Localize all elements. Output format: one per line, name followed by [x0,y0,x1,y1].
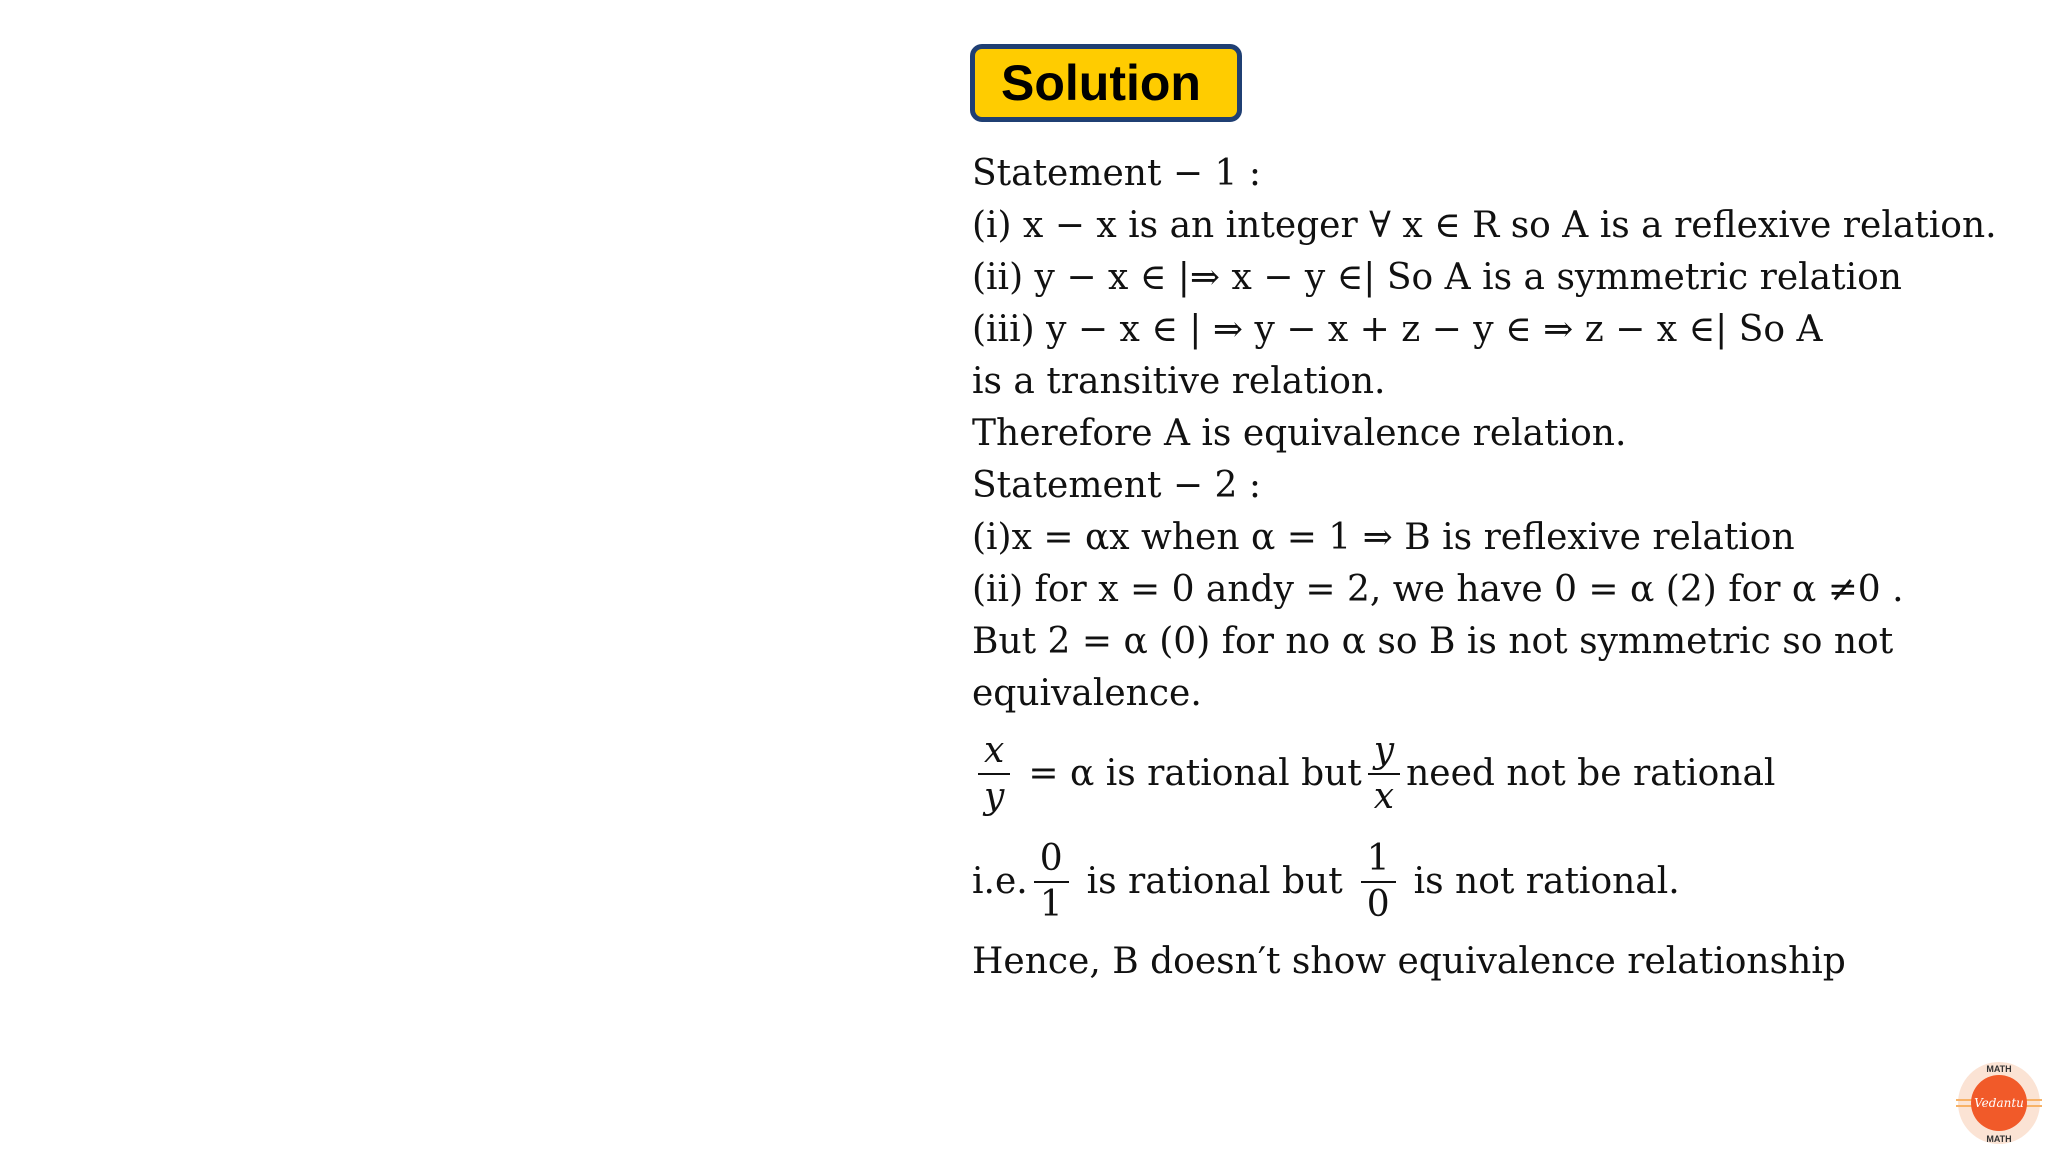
rational-line-end: need not be rational [1406,753,1776,794]
example-line [972,828,2032,936]
fraction-0-over-1 [1034,837,1069,927]
statement-1-reflexive: (i) x − x is an integer ∀ x ∈ R so A is a reflexive relation. [972,205,1997,246]
fraction-denominator: 0 [1366,884,1390,925]
vedantu-math-logo-icon [1956,1060,2042,1146]
fraction-y-over-x [1368,729,1400,819]
statement-2-heading: Statement − 2 : [972,465,1261,506]
fraction-numerator: 0 [1034,837,1069,883]
solution-content [972,148,2032,988]
fraction-numerator: 1 [1361,837,1396,883]
example-line-middle: is rational but [1086,861,1343,902]
fraction-denominator: y [984,776,1005,817]
fraction-1-over-0 [1361,837,1396,927]
solution-badge-label: Solution [1001,55,1201,111]
logo-bottom-text: MATH [1986,1134,2012,1144]
example-line-prefix: i.e. [972,861,1028,902]
statement-1-heading: Statement − 1 : [972,153,1261,194]
statement-2-reflexive: (i)x = αx when α = 1 ⇒ B is reflexive relation [972,517,1795,558]
fraction-numerator: x [978,729,1010,775]
statement-2-not-symmetric-cont: equivalence. [972,673,1202,714]
fraction-denominator: x [1373,776,1395,817]
fraction-denominator: 1 [1039,884,1063,925]
statement-1-conclusion: Therefore A is equivalence relation. [972,413,1627,454]
statement-2-not-symmetric: But 2 = α (0) for no α so B is not symmetric so not [972,621,1894,662]
fraction-numerator: y [1368,729,1400,775]
statement-2-counterexample: (ii) for x = 0 andy = 2, we have 0 = α (2) for α ≠0 . [972,569,1904,610]
rational-line-middle: = α is rational but [1028,753,1362,794]
fraction-x-over-y [978,729,1010,819]
logo-center-text: Vedantu [1974,1096,2024,1110]
final-conclusion: Hence, B doesn′t show equivalence relationship [972,941,1846,982]
statement-1-transitive-cont: is a transitive relation. [972,361,1386,402]
solution-badge [970,44,1242,122]
statement-1-transitive: (iii) y − x ∈ | ⇒ y − x + z − y ∈ ⇒ z − x ∈| So A [972,309,1823,350]
rational-line [972,720,2032,828]
logo-top-text: MATH [1986,1064,2012,1074]
example-line-end: is not rational. [1413,861,1680,902]
statement-1-symmetric: (ii) y − x ∈ |⇒ x − y ∈| So A is a symmetric relation [972,257,1902,298]
